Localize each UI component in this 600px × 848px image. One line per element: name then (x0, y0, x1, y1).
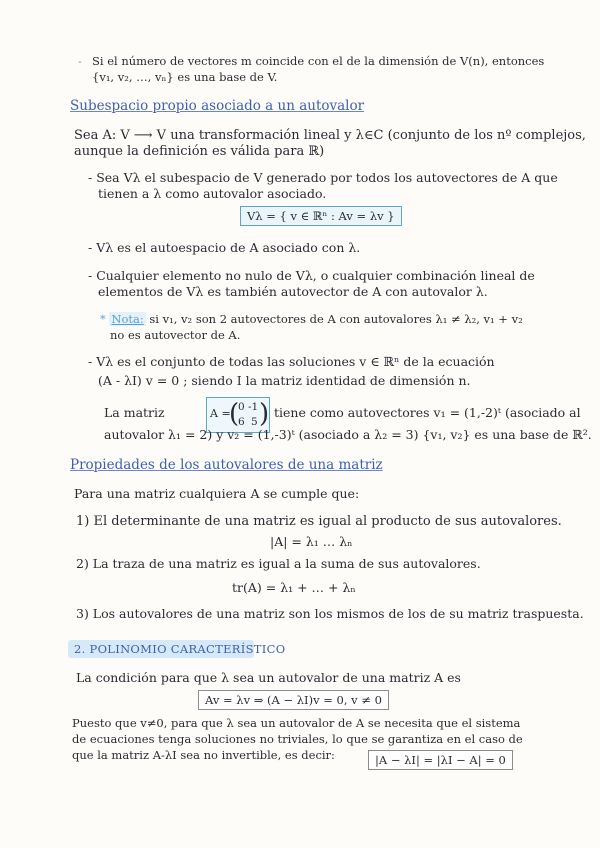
characteristic-equation: |A − λI| = |λI − A| = 0 (375, 753, 506, 767)
section-banner-title: 2. POLINOMIO CARACTERÍSTICO (74, 642, 286, 656)
section-heading-propiedades: Propiedades de los autovalores de una matriz (70, 457, 383, 473)
bullet-3-line-1: - Cualquier elemento no nulo de Vλ, o cualquier combinación lineal de (88, 268, 535, 283)
bullet-1-line-2: tienen a λ como autovalor asociado. (98, 186, 327, 201)
matrix-cell-11: 0 (238, 401, 245, 413)
characteristic-equation-box (368, 750, 513, 770)
matrix-cell-21: 6 (238, 416, 245, 428)
property-1: 1) El determinante de una matriz es igual al producto de sus autovalores. (76, 514, 562, 529)
matrix-cell-12: -1 (248, 401, 259, 413)
bullet-4-line-2: (A - λI) v = 0 ; siendo I la matriz identidad de dimensión n. (98, 373, 471, 388)
property-1-formula: |A| = λ₁ … λₙ (270, 534, 353, 549)
section-heading-subespacio: Subespacio propio asociado a un autovalor (70, 98, 365, 114)
intro-bullet: - (78, 54, 82, 68)
example-line-1: tiene como autovectores v₁ = (1,-2)ᵗ (asociado al (274, 405, 581, 420)
condition-line: La condición para que λ sea un autovalor de una matriz A es (76, 670, 461, 685)
intro-line-1: Si el número de vectores m coincide con el de la dimensión de V(n), entonces (92, 54, 545, 68)
condition-formula-box (198, 690, 389, 710)
note-line-2: no es autovector de A. (110, 328, 241, 342)
bullet-2: - Vλ es el autoespacio de A asociado con λ. (88, 240, 361, 255)
explanation-line-2: de ecuaciones tenga soluciones no triviales, lo que se garantiza en el caso de (72, 732, 523, 746)
matrix-label: A = (210, 407, 231, 420)
definition-line-1: Sea A: V ⟶ V una transformación lineal y λ∈C (conjunto de los nº complejos, (74, 128, 586, 143)
explanation-line-3: que la matriz A-λI sea no invertible, es decir: (72, 748, 335, 762)
bullet-1-line-1: - Sea Vλ el subespacio de V generado por todos los autovectores de A que (88, 170, 558, 185)
definition-line-2: aunque la definición es válida para ℝ) (74, 144, 325, 159)
property-3: 3) Los autovalores de una matriz son los mismos de los de su matriz traspuesta. (76, 606, 584, 621)
condition-formula: Av = λv ⇒ (A − λI)v = 0, v ≠ 0 (205, 693, 382, 707)
note-text: si v₁, v₂ son 2 autovectores de A con autovalores λ₁ ≠ λ₂, v₁ + v₂ (149, 312, 523, 326)
note-label: Nota: (111, 312, 144, 326)
note-line-1: * Nota: si v₁, v₂ son 2 autovectores de A con autovalores λ₁ ≠ λ₂, v₁ + v₂ (100, 312, 523, 326)
matrix-cell-22: 5 (251, 416, 258, 428)
bullet-3-line-2: elementos de Vλ es también autovector de A con autovalor λ. (98, 284, 488, 299)
example-matrix: A = ( ) 0 -1 6 5 (206, 397, 270, 433)
property-2: 2) La traza de una matriz es igual a la suma de sus autovalores. (76, 556, 481, 571)
example-line-2: autovalor λ₁ = 2) y v₂ = (1,-3)ᵗ (asociado a λ₂ = 3) {v₁, v₂} es una base de ℝ². (104, 427, 592, 442)
property-2-formula: tr(A) = λ₁ + … + λₙ (232, 580, 356, 595)
properties-intro: Para una matriz cualquiera A se cumple que: (74, 486, 360, 501)
bullet-4-line-1: - Vλ es el conjunto de todas las soluciones v ∈ ℝⁿ de la ecuación (88, 354, 495, 369)
eigenspace-formula: Vλ = { v ∈ ℝⁿ : Av = λv } (247, 209, 395, 223)
intro-line-2: {v₁, v₂, …, vₙ} es una base de V. (92, 70, 278, 84)
eigenspace-formula-box (240, 206, 402, 226)
example-prefix: La matriz (104, 405, 165, 420)
explanation-line-1: Puesto que v≠0, para que λ sea un autovalor de A se necesita que el sistema (72, 716, 521, 730)
